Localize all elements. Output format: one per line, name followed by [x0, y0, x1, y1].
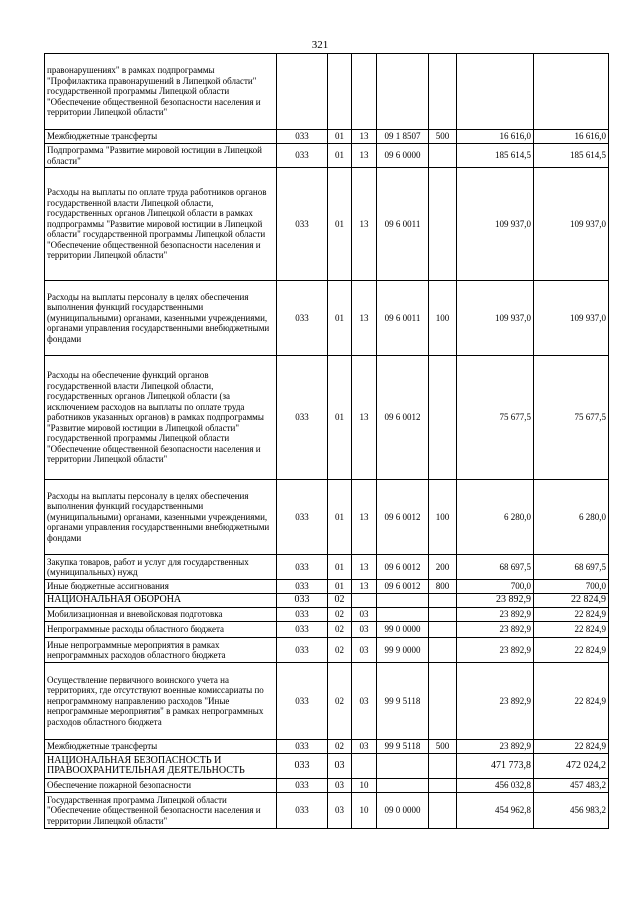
- amount-year-2: 6 280,0: [534, 480, 609, 555]
- subsection-code: 13: [352, 130, 377, 144]
- row-name: Непрограммные расходы областного бюджета: [45, 622, 277, 638]
- row-name: Расходы на выплаты персоналу в целях обеспечения выполнения функций государственными (муниципальными) органами, казенными учреждениями, органами управления государственными внебюджетными фондами: [45, 281, 277, 356]
- expense-type: [429, 793, 457, 829]
- subsection-code: 13: [352, 480, 377, 555]
- expense-type: 500: [429, 740, 457, 754]
- ministry-code: 033: [277, 622, 328, 638]
- section-code: 01: [328, 168, 352, 281]
- section-code: 02: [328, 594, 352, 608]
- subsection-code: 13: [352, 144, 377, 168]
- expense-type: 100: [429, 480, 457, 555]
- ministry-code: 033: [277, 555, 328, 580]
- subsection-code: 03: [352, 663, 377, 740]
- target-article: [377, 608, 429, 622]
- ministry-code: 033: [277, 580, 328, 594]
- ministry-code: 033: [277, 608, 328, 622]
- expense-type: [429, 144, 457, 168]
- ministry-code: 033: [277, 638, 328, 663]
- subsection-code: 03: [352, 638, 377, 663]
- section-code: 01: [328, 144, 352, 168]
- page-number: 321: [311, 39, 329, 51]
- table-row: [45, 580, 609, 594]
- target-article: 09 6 0011: [377, 281, 429, 356]
- expense-type: [429, 638, 457, 663]
- target-article: 09 6 0000: [377, 144, 429, 168]
- target-article: [377, 594, 429, 608]
- table-row: [45, 130, 609, 144]
- expense-type: [429, 754, 457, 779]
- target-article: [377, 54, 429, 130]
- amount-year-1: 75 677,5: [457, 356, 534, 480]
- amount-year-2: [534, 54, 609, 130]
- table-row: [45, 779, 609, 793]
- subsection-code: 03: [352, 622, 377, 638]
- section-code: 02: [328, 740, 352, 754]
- row-name: НАЦИОНАЛЬНАЯ ОБОРОНА: [45, 594, 277, 608]
- ministry-code: 033: [277, 594, 328, 608]
- budget-table: [44, 53, 609, 829]
- target-article: 99 9 0000: [377, 638, 429, 663]
- amount-year-2: 22 824,9: [534, 594, 609, 608]
- amount-year-2: 22 824,9: [534, 663, 609, 740]
- subsection-code: 13: [352, 580, 377, 594]
- ministry-code: 033: [277, 130, 328, 144]
- amount-year-1: 23 892,9: [457, 638, 534, 663]
- amount-year-1: 23 892,9: [457, 740, 534, 754]
- expense-type: 200: [429, 555, 457, 580]
- section-code: 01: [328, 580, 352, 594]
- subsection-code: 03: [352, 608, 377, 622]
- table-row: [45, 356, 609, 480]
- table-row: [45, 555, 609, 580]
- table-row: [45, 281, 609, 356]
- amount-year-2: 68 697,5: [534, 555, 609, 580]
- row-name: Расходы на выплаты персоналу в целях обеспечения выполнения функций государственными (муниципальными) органами, казенными учреждениями, органами управления государственными внебюджетными фондами: [45, 480, 277, 555]
- amount-year-2: 185 614,5: [534, 144, 609, 168]
- target-article: 09 6 0011: [377, 168, 429, 281]
- table-body: [45, 54, 609, 829]
- table-row: [45, 740, 609, 754]
- amount-year-2: 700,0: [534, 580, 609, 594]
- subsection-code: 13: [352, 555, 377, 580]
- target-article: 09 6 0012: [377, 480, 429, 555]
- table-row: [45, 594, 609, 608]
- table-row: [45, 754, 609, 779]
- ministry-code: 033: [277, 754, 328, 779]
- section-code: 03: [328, 779, 352, 793]
- ministry-code: [277, 54, 328, 130]
- section-code: [328, 54, 352, 130]
- ministry-code: 033: [277, 144, 328, 168]
- ministry-code: 033: [277, 663, 328, 740]
- section-code: 03: [328, 793, 352, 829]
- section-code: 01: [328, 130, 352, 144]
- section-code: 02: [328, 622, 352, 638]
- row-name: Иные бюджетные ассигнования: [45, 580, 277, 594]
- ministry-code: 033: [277, 740, 328, 754]
- subsection-code: 10: [352, 779, 377, 793]
- table-row: [45, 480, 609, 555]
- amount-year-2: 75 677,5: [534, 356, 609, 480]
- table-row: [45, 793, 609, 829]
- expense-type: [429, 356, 457, 480]
- row-name: Подпрограмма "Развитие мировой юстиции в Липецкой области": [45, 144, 277, 168]
- amount-year-1: 456 032,8: [457, 779, 534, 793]
- ministry-code: 033: [277, 480, 328, 555]
- target-article: 09 6 0012: [377, 580, 429, 594]
- table-row: [45, 638, 609, 663]
- row-name: Осуществление первичного воинского учета на территориях, где отсутствуют военные комиссариаты по непрограммному направлению расходов "Иные непрограммные мероприятия" в рамках непрограммных расходов областного бюджета: [45, 663, 277, 740]
- section-code: 01: [328, 480, 352, 555]
- target-article: 09 6 0012: [377, 555, 429, 580]
- target-article: [377, 754, 429, 779]
- expense-type: 500: [429, 130, 457, 144]
- amount-year-1: 471 773,8: [457, 754, 534, 779]
- amount-year-1: 16 616,0: [457, 130, 534, 144]
- amount-year-2: 457 483,2: [534, 779, 609, 793]
- row-name: Иные непрограммные мероприятия в рамках непрограммных расходов областного бюджета: [45, 638, 277, 663]
- table-row: [45, 608, 609, 622]
- amount-year-1: 185 614,5: [457, 144, 534, 168]
- amount-year-2: 22 824,9: [534, 740, 609, 754]
- section-code: 03: [328, 754, 352, 779]
- ministry-code: 033: [277, 779, 328, 793]
- subsection-code: 03: [352, 740, 377, 754]
- amount-year-1: 6 280,0: [457, 480, 534, 555]
- subsection-code: 13: [352, 281, 377, 356]
- section-code: 02: [328, 663, 352, 740]
- row-name: Расходы на обеспечение функций органов государственной власти Липецкой области, государственных органов Липецкой области (за исключением расходов на выплаты по оплате труда работников указанных органов) в рамках подпрограммы "Развитие мировой юстиции в Липецкой области" государственной программы Липецкой области "Обеспечение общественной безопасности населения и территории Липецкой области": [45, 356, 277, 480]
- subsection-code: [352, 54, 377, 130]
- table-row: [45, 144, 609, 168]
- row-name: НАЦИОНАЛЬНАЯ БЕЗОПАСНОСТЬ И ПРАВООХРАНИТЕЛЬНАЯ ДЕЯТЕЛЬНОСТЬ: [45, 754, 277, 779]
- section-code: 02: [328, 638, 352, 663]
- row-name: Расходы на выплаты по оплате труда работников органов государственной власти Липецкой области, государственных органов Липецкой области в рамках подпрограммы "Развитие мировой юстиции в Липецкой области" государственной программы Липецкой области "Обеспечение общественной безопасности населения и территории Липецкой области": [45, 168, 277, 281]
- amount-year-1: 68 697,5: [457, 555, 534, 580]
- target-article: [377, 779, 429, 793]
- amount-year-2: 109 937,0: [534, 281, 609, 356]
- amount-year-1: 23 892,9: [457, 608, 534, 622]
- row-name: Межбюджетные трансферты: [45, 130, 277, 144]
- amount-year-1: 23 892,9: [457, 622, 534, 638]
- target-article: 99 0 0000: [377, 622, 429, 638]
- expense-type: [429, 168, 457, 281]
- ministry-code: 033: [277, 356, 328, 480]
- expense-type: [429, 54, 457, 130]
- target-article: 99 9 5118: [377, 740, 429, 754]
- subsection-code: 13: [352, 356, 377, 480]
- amount-year-1: 109 937,0: [457, 168, 534, 281]
- amount-year-1: 454 962,8: [457, 793, 534, 829]
- amount-year-2: 22 824,9: [534, 608, 609, 622]
- expense-type: 800: [429, 580, 457, 594]
- target-article: 09 0 0000: [377, 793, 429, 829]
- section-code: 01: [328, 281, 352, 356]
- expense-type: [429, 608, 457, 622]
- section-code: 01: [328, 555, 352, 580]
- section-code: 02: [328, 608, 352, 622]
- amount-year-2: 16 616,0: [534, 130, 609, 144]
- amount-year-1: 700,0: [457, 580, 534, 594]
- subsection-code: 10: [352, 793, 377, 829]
- expense-type: 100: [429, 281, 457, 356]
- ministry-code: 033: [277, 281, 328, 356]
- table-row: [45, 54, 609, 130]
- subsection-code: [352, 594, 377, 608]
- target-article: 09 1 8507: [377, 130, 429, 144]
- amount-year-2: 22 824,9: [534, 622, 609, 638]
- amount-year-1: [457, 54, 534, 130]
- amount-year-1: 109 937,0: [457, 281, 534, 356]
- subsection-code: [352, 754, 377, 779]
- section-code: 01: [328, 356, 352, 480]
- amount-year-2: 22 824,9: [534, 638, 609, 663]
- row-name: Закупка товаров, работ и услуг для государственных (муниципальных) нужд: [45, 555, 277, 580]
- row-name: Мобилизационная и вневойсковая подготовка: [45, 608, 277, 622]
- target-article: 09 6 0012: [377, 356, 429, 480]
- expense-type: [429, 779, 457, 793]
- expense-type: [429, 663, 457, 740]
- table-row: [45, 168, 609, 281]
- target-article: 99 9 5118: [377, 663, 429, 740]
- table-row: [45, 622, 609, 638]
- amount-year-2: 456 983,2: [534, 793, 609, 829]
- table-row: [45, 663, 609, 740]
- amount-year-1: 23 892,9: [457, 594, 534, 608]
- row-name: Обеспечение пожарной безопасности: [45, 779, 277, 793]
- amount-year-2: 472 024,2: [534, 754, 609, 779]
- row-name: Государственная программа Липецкой области "Обеспечение общественной безопасности населения и территории Липецкой области": [45, 793, 277, 829]
- row-name: правонарушениях" в рамках подпрограммы "Профилактика правонарушений в Липецкой области" государственной программы Липецкой области "Обеспечение общественной безопасности населения и территории Липецкой области": [45, 54, 277, 130]
- amount-year-2: 109 937,0: [534, 168, 609, 281]
- ministry-code: 033: [277, 793, 328, 829]
- amount-year-1: 23 892,9: [457, 663, 534, 740]
- expense-type: [429, 594, 457, 608]
- ministry-code: 033: [277, 168, 328, 281]
- subsection-code: 13: [352, 168, 377, 281]
- row-name: Межбюджетные трансферты: [45, 740, 277, 754]
- expense-type: [429, 622, 457, 638]
